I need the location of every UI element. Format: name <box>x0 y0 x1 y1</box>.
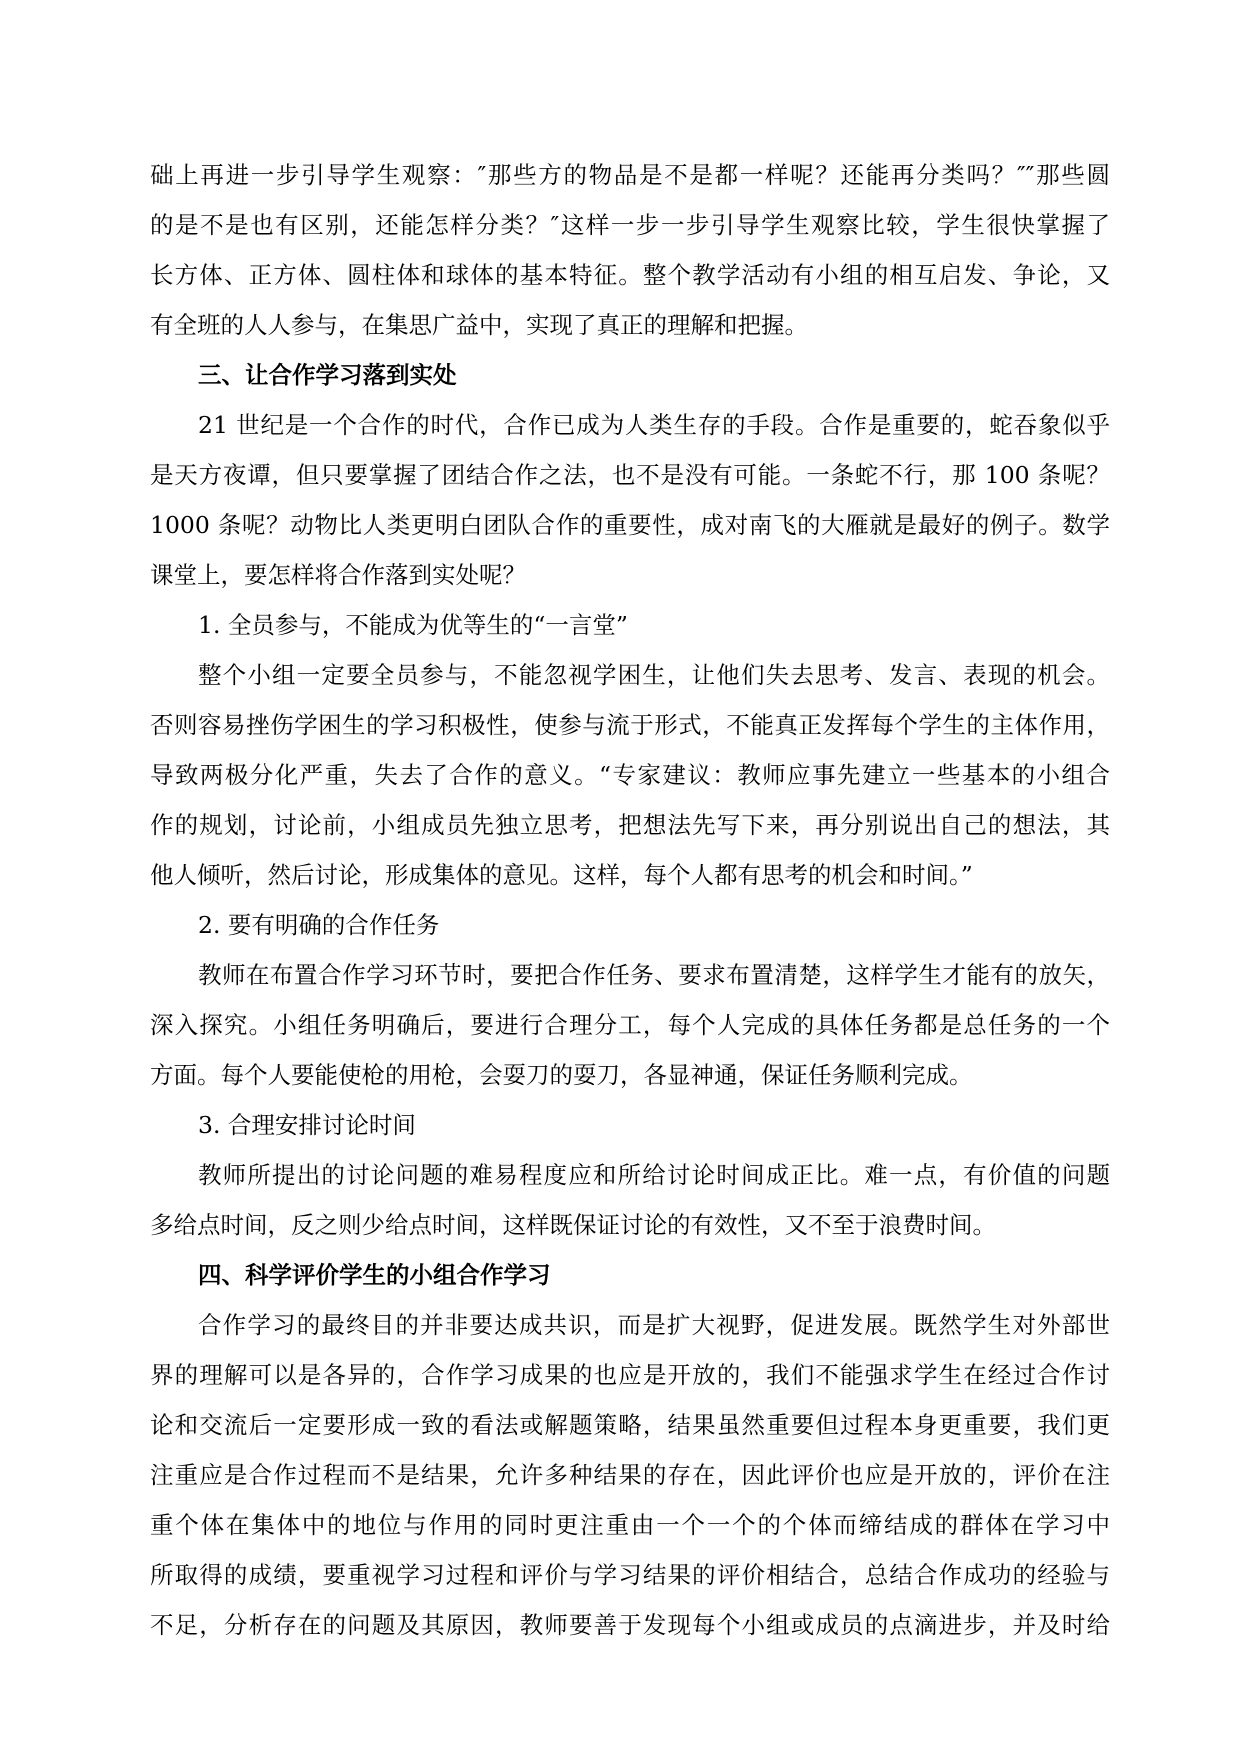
paragraph-line: 1000 条呢？动物比人类更明白团队合作的重要性，成对南飞的大雁就是最好的例子。数学 <box>150 511 1110 539</box>
subheading-item-3: 3. 合理安排讨论时间 <box>198 1111 416 1139</box>
paragraph-line: 长方体、正方体、圆柱体和球体的基本特征。整个教学活动有小组的相互启发、争论，又 <box>150 261 1110 289</box>
paragraph-line: 他人倾听，然后讨论，形成集体的意见。这样，每个人都有思考的机会和时间。” <box>150 861 973 889</box>
paragraph-line: 教师在布置合作学习环节时，要把合作任务、要求布置清楚，这样学生才能有的放矢， <box>198 961 1110 989</box>
paragraph-line: 不足，分析存在的问题及其原因，教师要善于发现每个小组或成员的点滴进步，并及时给 <box>150 1611 1110 1639</box>
paragraph-line: 界的理解可以是各异的，合作学习成果的也应是开放的，我们不能强求学生在经过合作讨 <box>150 1361 1110 1389</box>
paragraph-line: 注重应是合作过程而不是结果，允许多种结果的存在，因此评价也应是开放的，评价在注 <box>150 1461 1110 1489</box>
paragraph-line: 的是不是也有区别，还能怎样分类？″这样一步一步引导学生观察比较，学生很快掌握了 <box>150 211 1110 239</box>
section-heading-3: 三、让合作学习落到实处 <box>198 361 457 389</box>
section-heading-4: 四、科学评价学生的小组合作学习 <box>198 1261 551 1289</box>
paragraph-line: 教师所提出的讨论问题的难易程度应和所给讨论时间成正比。难一点，有价值的问题 <box>198 1161 1110 1189</box>
subheading-item-2: 2. 要有明确的合作任务 <box>198 911 440 939</box>
paragraph-line: 方面。每个人要能使枪的用枪，会耍刀的耍刀，各显神通，保证任务顺利完成。 <box>150 1061 973 1089</box>
paragraph-line: 有全班的人人参与，在集思广益中，实现了真正的理解和把握。 <box>150 311 808 339</box>
paragraph-line: 重个体在集体中的地位与作用的同时更注重由一个一个的个体而缔结成的群体在学习中 <box>150 1511 1110 1539</box>
paragraph-line: 课堂上，要怎样将合作落到实处呢？ <box>150 561 526 589</box>
paragraph-line: 础上再进一步引导学生观察：″那些方的物品是不是都一样呢？还能再分类吗？″″那些圆 <box>150 161 1110 189</box>
paragraph-line: 合作学习的最终目的并非要达成共识，而是扩大视野，促进发展。既然学生对外部世 <box>198 1311 1110 1339</box>
paragraph-line: 作的规划，讨论前，小组成员先独立思考，把想法先写下来，再分别说出自己的想法，其 <box>150 811 1110 839</box>
paragraph-line: 深入探究。小组任务明确后，要进行合理分工，每个人完成的具体任务都是总任务的一个 <box>150 1011 1110 1039</box>
paragraph-line: 是天方夜谭，但只要掌握了团结合作之法，也不是没有可能。一条蛇不行，那 100 条呢？ <box>150 461 1110 489</box>
paragraph-line: 导致两极分化严重，失去了合作的意义。“专家建议：教师应事先建立一些基本的小组合 <box>150 761 1110 789</box>
paragraph-line: 论和交流后一定要形成一致的看法或解题策略，结果虽然重要但过程本身更重要，我们更 <box>150 1411 1110 1439</box>
paragraph-line: 否则容易挫伤学困生的学习积极性，使参与流于形式，不能真正发挥每个学生的主体作用， <box>150 711 1110 739</box>
subheading-item-1: 1. 全员参与，不能成为优等生的“一言堂” <box>198 611 628 639</box>
paragraph-line: 所取得的成绩，要重视学习过程和评价与学习结果的评价相结合，总结合作成功的经验与 <box>150 1561 1110 1589</box>
paragraph-line: 整个小组一定要全员参与，不能忽视学困生，让他们失去思考、发言、表现的机会。 <box>198 661 1110 689</box>
paragraph-line: 多给点时间，反之则少给点时间，这样既保证讨论的有效性，又不至于浪费时间。 <box>150 1211 996 1239</box>
paragraph-line: 21 世纪是一个合作的时代，合作已成为人类生存的手段。合作是重要的，蛇吞象似乎 <box>198 411 1110 439</box>
